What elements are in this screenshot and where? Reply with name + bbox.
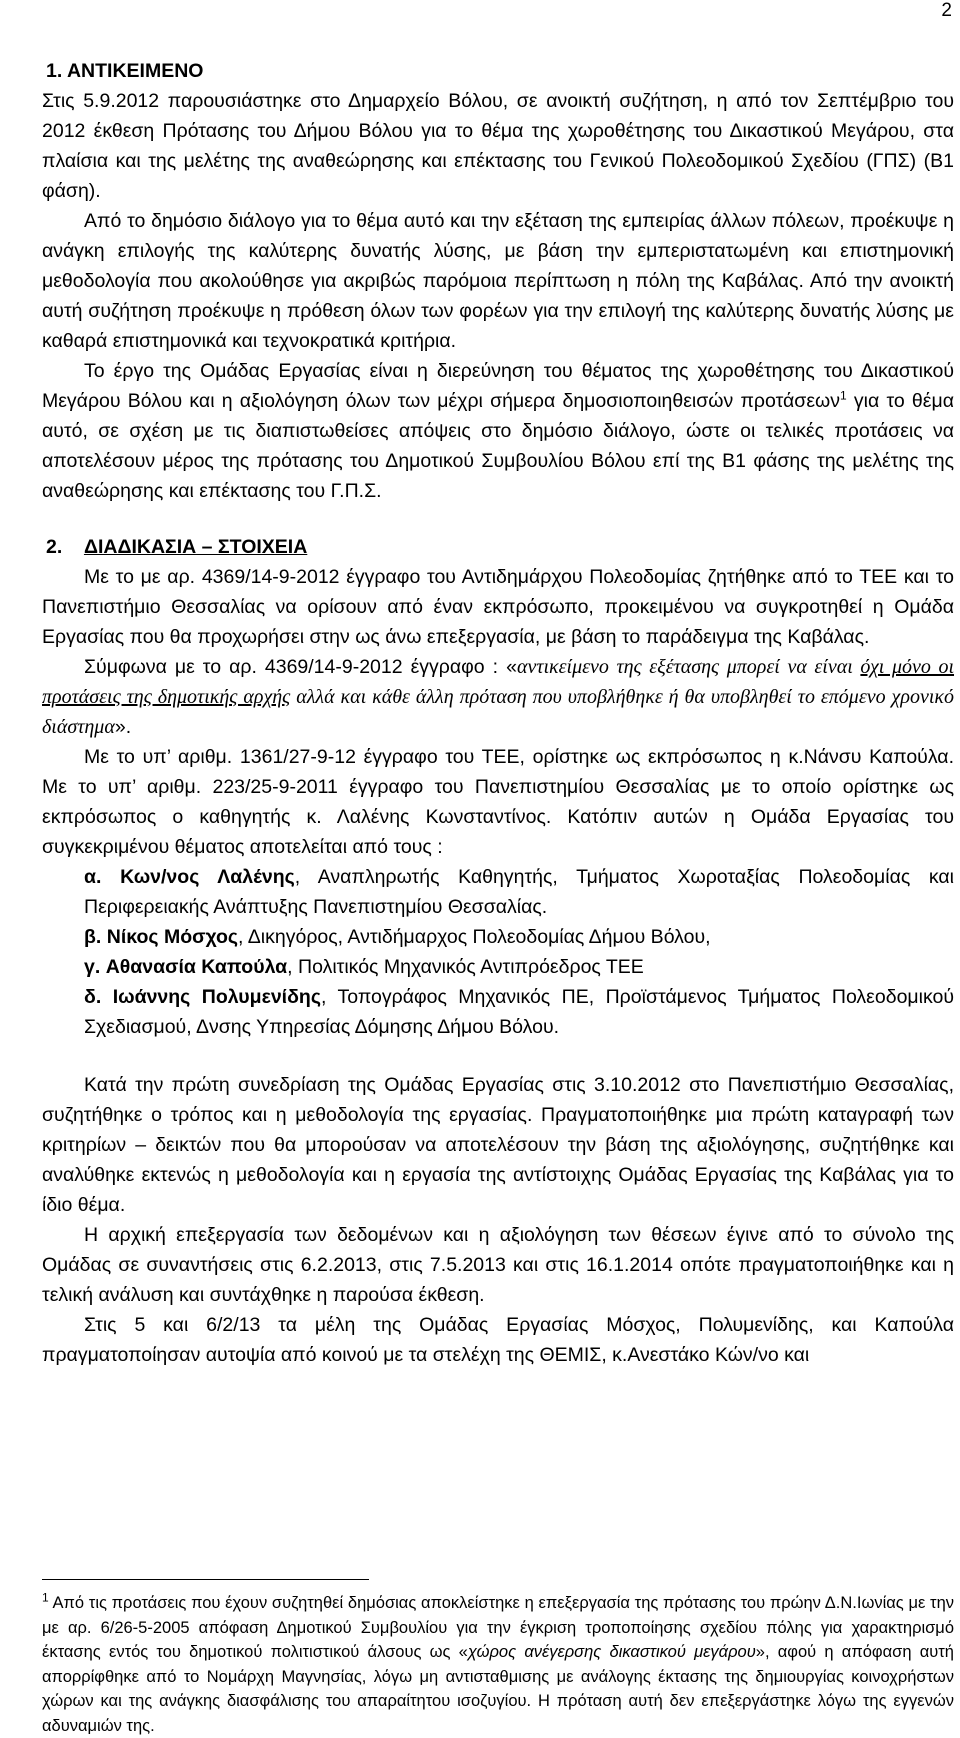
member-name: Κων/νος Λαλένης <box>120 866 295 888</box>
section-2-paragraph-4: Κατά την πρώτη συνεδρίαση της Ομάδας Εργασίας στις 3.10.2012 στο Πανεπιστήμιο Θεσσαλίας, συζητήθηκε ο τρόπος και η μεθοδολογία της εργασίας. Πραγματοποιήθηκε μια πρώτη καταγραφή των κριτηρίων – δεικτών που θα μπορούσαν να αποτελέσουν την βάση της αξιολόγησης, συζητήθηκε και αναλύθηκε εκτενώς η μεθοδολογία και η εργασία της αντίστοιχης Ομάδας Εργασίας της Καβάλας για το ίδιο θέμα. <box>42 1074 954 1216</box>
section-2-paragraph-5: Η αρχική επεξεργασία των δεδομένων και η αξιολόγηση των θέσεων έγινε από το σύνολο της Ομάδας σε συναντήσεις στις 6.2.2013, στις 7.5.2013 και στις 16.1.2014 οπότε πραγματοποιήθηκε και η τελική ανάλυση και συντάχθηκε η παρούσα έκθεση. <box>42 1224 954 1306</box>
member-item <box>42 862 954 922</box>
member-label: γ. <box>84 956 101 978</box>
member-name: Ιωάννης Πολυμενίδης <box>112 986 321 1008</box>
section-2-paragraph-2 <box>42 652 954 742</box>
spacer <box>42 1042 954 1070</box>
section-2-paragraph-3: Με το υπ’ αριθμ. 1361/27-9-12 έγγραφο του ΤΕΕ, ορίστηκε ως εκπρόσωπος η κ.Νάνσυ Καπούλα. Με το υπ’ αριθμ. 223/25-9-2011 έγγραφο του Πανεπιστημίου Θεσσαλίας με το οποίο ορίστηκε ως εκπρόσωπος ο καθηγητής κ. Λαλένης Κωνσταντίνος. Κατόπιν αυτών η Ομάδα Εργασίας του συγκεκριμένου θέματος αποτελείται από τους : <box>42 746 954 858</box>
member-description: , Αναπληρωτής Καθηγητής, Τμήματος Χωροταξίας Πολεοδομίας και Περιφερειακής Ανάπτυξης Πανεπιστημίου Θεσσαλίας. <box>84 866 954 918</box>
section-2-heading <box>42 532 954 562</box>
section-2-paragraph-1: Με το με αρ. 4369/14-9-2012 έγγραφο του Αντιδημάρχου Πολεοδομίας ζητήθηκε από το ΤΕΕ και το Πανεπιστήμιο Θεσσαλίας να ορίσουν από έναν εκπρόσωπο, προκειμένου να συγκροτηθεί η Ομάδα Εργασίας που θα προχωρήσει στην ως άνω επεξεργασία, με βάση το παράδειγμα της Καβάλας. <box>42 566 954 648</box>
quote-italic-2: αλλά και κάθε άλλη πρόταση που υποβλήθηκε ή θα υποβληθεί το επόμενο χρονικό διάστημα <box>42 686 954 738</box>
page-content <box>42 56 955 1735</box>
footnote-separator <box>42 1579 369 1580</box>
section-1-heading: 1. ΑΝΤΙΚΕΙΜΕΝΟ <box>46 60 204 82</box>
section-1-paragraph-3 <box>42 356 954 506</box>
footnote-reference[interactable]: 1 <box>840 388 847 403</box>
quote-intro: Σύμφωνα με το αρ. 4369/14-9-2012 έγγραφο : « <box>84 656 517 678</box>
members-list <box>42 862 954 1042</box>
footnote-text-a: Από τις προτάσεις που έχουν συζητηθεί δημόσιας αποκλείστηκε η επεξεργασία της πρότασης του πρώην Δ.Ν.Ιωνίας με την με αρ. 6/26-5-2005 απόφαση Δημοτικού Συμβουλίου για την έγκριση τροποποίησης σχεδίου πόλης για χαρακτηρισμό έκτασης εντός του δημοτικού πολιτιστικού άλσους ως « <box>42 1594 954 1661</box>
quote-italic-1: αντικείμενο της εξέτασης μπορεί να είναι <box>516 656 861 678</box>
footnote-text-b: », αφού η απόφαση αυτή απορρίφθηκε από το Νομάρχη Μαγνησίας, λόγω μη αντισταθμισης με ανάλογης έκτασης της δημιουργίας κοινοχρήστων χώρων και της ανάγκης διασφάλισης του απαραίτητου ισοζυγίου. Η πρόταση αυτή δεν επεξεργάστηκε λόγω της εγγενών αδυναμιών της. <box>42 1643 954 1735</box>
section-1-paragraph-1: Στις 5.9.2012 παρουσιάστηκε στο Δημαρχείο Βόλου, σε ανοικτή συζήτηση, η από τον Σεπτέμβριο του 2012 έκθεση Πρότασης του Δήμου Βόλου για το θέμα της χωροθέτησης του Δικαστικού Μεγάρου, στα πλαίσια και της μελέτης της αναθεώρησης και επέκτασης του Γενικού Πολεοδομικού Σχεδίου (ΓΠΣ) (Β1 φάση). <box>42 90 954 202</box>
page-number: 2 <box>941 0 952 21</box>
member-item <box>42 952 954 982</box>
section-2-paragraph-6: Στις 5 και 6/2/13 τα μέλη της Ομάδας Εργασίας Μόσχος, Πολυμενίδης, και Καπούλα πραγματοποίησαν αυτοψία από κοινού με τα στελέχη της ΘΕΜΙΣ, κ.Ανεστάκο Κών/νο και <box>42 1314 954 1366</box>
member-name: Αθανασία Καπούλα <box>105 956 288 978</box>
footnote-number: 1 <box>42 1590 49 1605</box>
paragraph-3-text-a: Το έργο της Ομάδας Εργασίας είναι η διερεύνηση του θέματος της χωροθέτησης του Δικαστικού Μεγάρου Βόλου και η αξιολόγηση όλων των μέχρι σήμερα δημοσιοποιηθεισών προτάσεων <box>42 360 954 412</box>
paragraph-3-text-b: για το θέμα αυτό, σε σχέση με τις διαπιστωθείσες απόψεις στο δημόσιο διάλογο, ώστε οι τελικές προτάσεις να αποτελέσουν μέρος της πρότασης του Δημοτικού Συμβουλίου Βόλου επί της Β1 φάσης της μελέτης της αναθεώρησης και επέκτασης του Γ.Π.Σ. <box>42 390 954 502</box>
section-2-heading-text: ΔΙΑΔΙΚΑΣΙΑ – ΣΤΟΙΧΕΙΑ <box>83 536 308 558</box>
member-description: , Τοπογράφος Μηχανικός ΠΕ, Προϊστάμενος Τμήματος Πολεοδομικού Σχεδιασμού, Δνσης Υπηρεσίας Δόμησης Δήμου Βόλου. <box>84 986 954 1038</box>
member-label: δ. <box>84 986 102 1008</box>
section-1-paragraph-2: Από το δημόσιο διάλογο για το θέμα αυτό και την εξέταση της εμπειρίας άλλων πόλεων, προέκυψε η ανάγκη επιλογής της καλύτερης δυνατής λύσης, με βάση την εμπεριστατωμένη και επιστημονική μεθοδολογία που ακολούθησε για ακριβώς παρόμοια περίπτωση η πόλη της Καβάλας. Από την ανοικτή αυτή συζήτηση προέκυψε η πρόθεση όλων των φορέων για την επιλογή της καλύτερης δυνατής λύσης με καθαρά επιστημονικά και τεχνοκρατικά κριτήρια. <box>42 210 954 352</box>
member-name: Νίκος Μόσχος <box>106 926 239 948</box>
quote-underlined: όχι μόνο οι προτάσεις της δημοτικής αρχής <box>42 656 955 708</box>
quote-close: ». <box>114 716 132 738</box>
member-description: , Πολιτικός Μηχανικός Αντιπρόεδρος ΤΕΕ <box>287 956 644 978</box>
member-description: , Δικηγόρος, Αντιδήμαρχος Πολεοδομίας Δήμου Βόλου, <box>238 926 711 948</box>
member-item <box>42 982 954 1042</box>
footnote-italic: χώρος ανέγερσης δικαστικού μεγάρου <box>467 1643 756 1661</box>
footnote <box>42 1591 954 1738</box>
member-item <box>42 922 954 952</box>
member-label: α. <box>84 866 102 888</box>
member-label: β. <box>84 926 102 948</box>
section-2-heading-number: 2. <box>46 536 63 558</box>
